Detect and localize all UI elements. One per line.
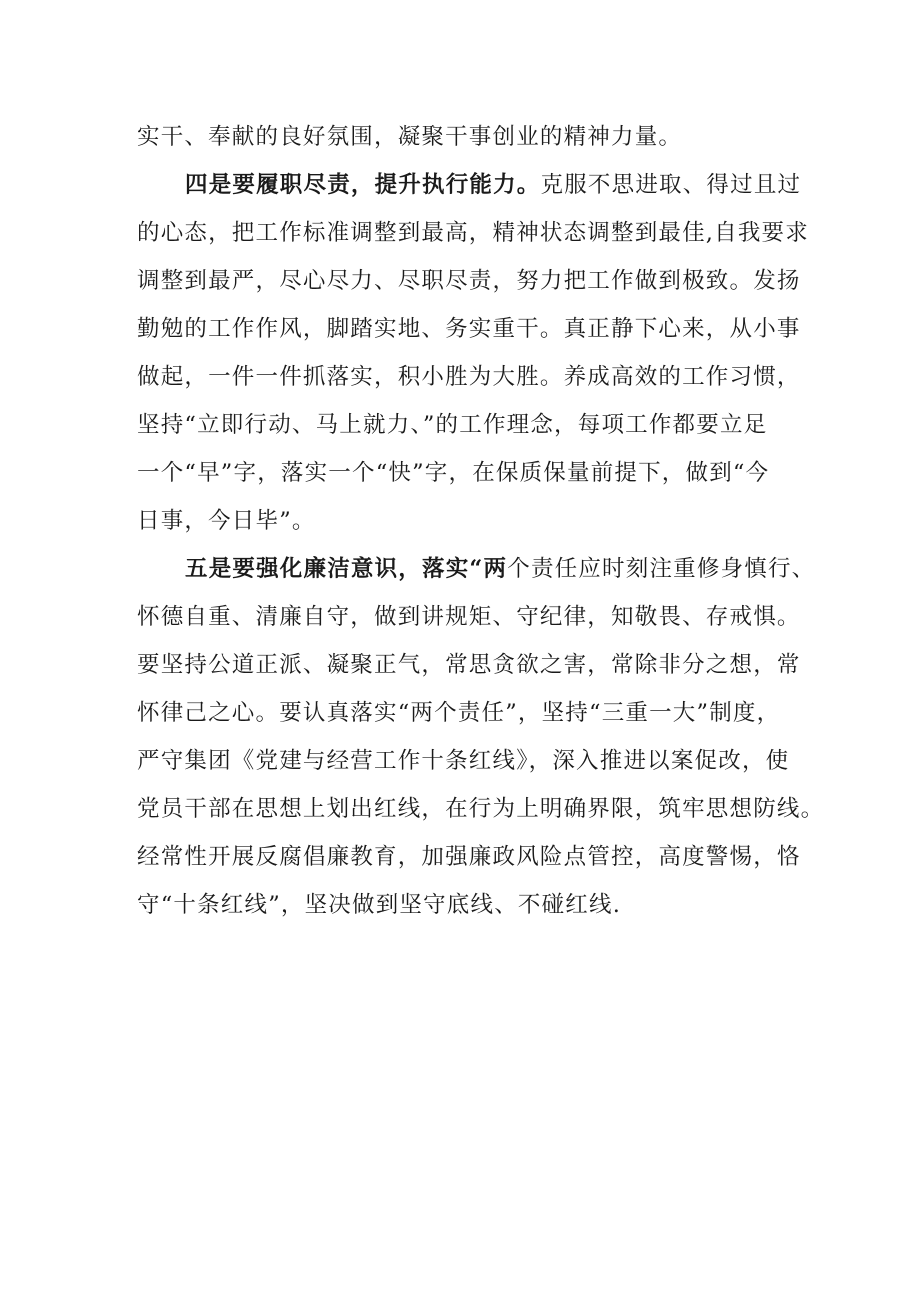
- paragraph-five: [137, 545, 825, 929]
- text-line: 调整到最严，尽心尽力、尽职尽责，努力把工作做到极致。发扬: [137, 268, 801, 294]
- text-line: 要坚持公道正派、凝聚正气，常思贪欲之害，常除非分之想，常: [137, 652, 801, 678]
- text-line: 一个“早”字，落实一个“快”字，在保质保量前提下，做到“今: [137, 460, 770, 486]
- text-line: 实干、奉献的良好氛围，凝聚干事创业的精神力量。: [137, 124, 683, 150]
- text-line: 守“十条红线”，坚决做到坚守底线、不碰红线.: [137, 892, 622, 918]
- paragraph-text: 个责任应时刻注重修身慎行、: [507, 556, 816, 582]
- text-line: 坚持“立即行动、马上就力、”的工作理念，每项工作都要立足: [137, 412, 768, 438]
- paragraph-heading: 四是要履职尽责，提升执行能力。: [185, 172, 541, 198]
- text-line: 经常性开展反腐倡廉教育，加强廉政风险点管控，高度警惕，恪: [137, 844, 801, 870]
- text-line: 严守集团《党建与经营工作十条红线》，深入推进以案促改，使: [137, 748, 790, 774]
- text-line: 做起，一件一件抓落实，积小胜为大胜。养成高效的工作习惯，: [137, 364, 801, 390]
- text-line: 怀德自重、清廉自守，做到讲规矩、守纪律，知敬畏、存戒惧。: [137, 604, 801, 630]
- paragraph-first-line: [137, 161, 817, 209]
- paragraph-four: [137, 161, 817, 545]
- document-page: [137, 113, 825, 929]
- paragraph-text: 克服不思进取、得过且过: [540, 172, 802, 198]
- text-line: 日事，今日毕”。: [137, 508, 316, 534]
- paragraph-heading: 五是要强化廉洁意识，落实“两: [185, 556, 508, 582]
- text-line: 党员干部在思想上划出红线，在行为上明确界限，筑牢思想防线。: [137, 796, 825, 822]
- text-line: 勤勉的工作作风，脚踏实地、务实重干。真正静下心来，从小事: [137, 316, 801, 342]
- paragraph-first-line: [137, 545, 817, 593]
- paragraph-continuation: [137, 113, 817, 161]
- text-line: 怀律己之心。要认真落实“两个责任”，坚持“三重一大”制度，: [137, 700, 781, 726]
- text-line: 的心态，把工作标准调整到最高，精神状态调整到最佳,自我要求: [137, 220, 809, 246]
